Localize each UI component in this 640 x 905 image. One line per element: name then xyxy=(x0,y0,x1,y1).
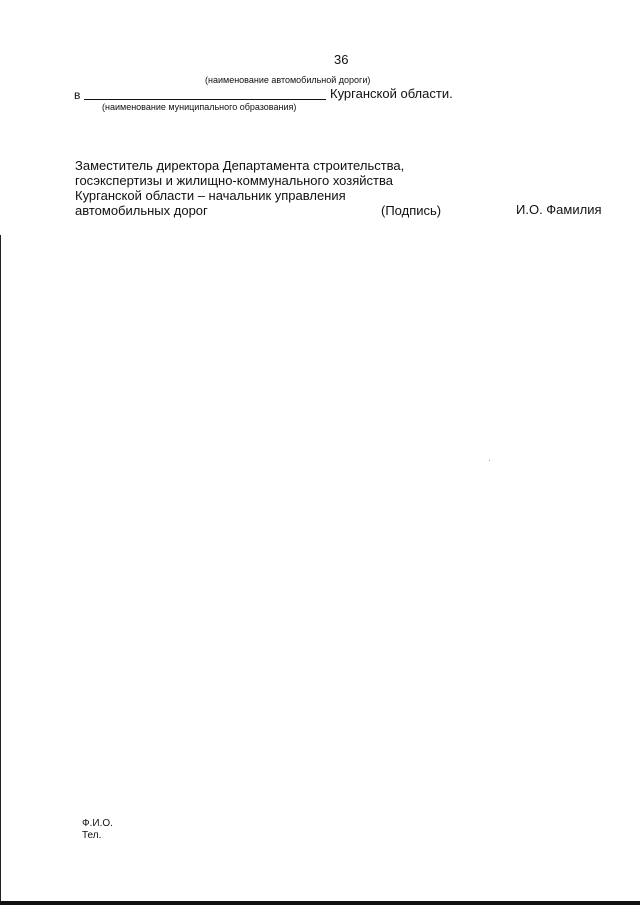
signatory-title-line: автомобильных дорог xyxy=(75,203,208,218)
location-prefix: в xyxy=(74,88,81,102)
footer-fio: Ф.И.О. xyxy=(82,818,113,829)
signatory-title-line: госэкспертизы и жилищно-коммунального хозяйства xyxy=(75,173,393,188)
signatory-title xyxy=(75,158,404,218)
signatory-title-line: Заместитель директора Департамента строительства, xyxy=(75,158,405,173)
scan-left-edge xyxy=(0,235,1,905)
signatory-title-line: Курганской области – начальник управления xyxy=(75,188,346,203)
signature-label: (Подпись) xyxy=(381,203,442,218)
page-number: 36 xyxy=(334,52,349,67)
location-suffix: Курганской области. xyxy=(330,86,453,101)
signatory-name: И.О. Фамилия xyxy=(516,202,602,217)
municipality-caption: (наименование муниципального образования) xyxy=(102,102,297,112)
road-name-caption: (наименование автомобильной дороги) xyxy=(205,75,371,85)
scan-bottom-edge xyxy=(0,901,640,905)
footer-contact xyxy=(82,818,113,842)
footer-phone: Тел. xyxy=(82,830,102,841)
municipality-blank-line xyxy=(84,99,326,100)
scan-speck xyxy=(489,460,490,461)
